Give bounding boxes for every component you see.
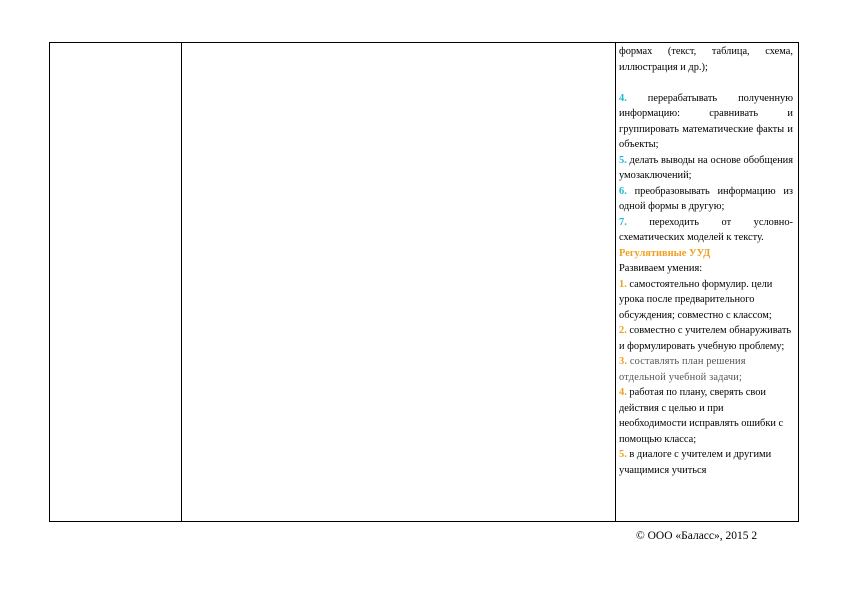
item-number: 1. (619, 278, 627, 290)
item-text: преобразовывать информацию из одной формы в другую; (619, 185, 793, 212)
item-text: совместно с учителем обнаруживать и формулировать учебную проблему; (619, 325, 792, 352)
item-number: 5. (619, 154, 627, 166)
list-item-cognitive-7 (619, 215, 793, 246)
develop-skills-label: Развиваем умения: (619, 263, 703, 274)
list-item-regulatory-1 (619, 277, 793, 324)
list-item-cognitive-4 (619, 91, 793, 153)
item-text: самостоятельно формулир. цели урока после предварительного обсуждения; совместно с классом; (619, 278, 773, 321)
item-text: перерабатывать полученную информацию: сравнивать и группировать математические факты и объекты; (619, 92, 793, 150)
item-number: 5. (619, 449, 627, 460)
item-text: работая по плану, сверять свои действия с целью и при необходимости исправлять ошибки с помощью класса; (619, 387, 784, 445)
table-cell-empty-2 (182, 43, 616, 522)
paragraph-spacer (619, 75, 793, 91)
item-number: 3. (619, 356, 628, 367)
list-item-cognitive-5 (619, 153, 793, 184)
item-number: 4. (619, 92, 627, 104)
copyright-footer: © ООО «Баласс», 2015 2 (636, 530, 758, 542)
item-number: 4. (619, 387, 627, 398)
table-row (50, 43, 799, 522)
list-item-regulatory-3 (619, 354, 793, 385)
item-text: делать выводы на основе обобщения умозаключений; (619, 154, 793, 181)
item-text: переходить от условно-схематических моделей к тексту. (619, 216, 793, 243)
item-number: 7. (619, 216, 627, 228)
list-item-regulatory-2 (619, 323, 793, 354)
item-number: 2. (619, 325, 627, 336)
item-number: 6. (619, 185, 627, 197)
item-text: составлять план решения отдельной учебной задачи; (619, 356, 746, 383)
list-item-regulatory-4 (619, 385, 793, 447)
table-cell-uud-list (616, 43, 799, 522)
table-cell-empty-1 (50, 43, 182, 522)
item-text: в диалоге с учителем и другими учащимися учиться (619, 449, 772, 476)
list-item-regulatory-5 (619, 447, 793, 478)
section-heading-regulatory: Регулятивные УУД (619, 247, 711, 259)
paragraph-forms: формах (текст, таблица, схема, иллюстрация и др.); (619, 46, 793, 73)
content-table (49, 42, 799, 522)
list-item-cognitive-6 (619, 184, 793, 215)
